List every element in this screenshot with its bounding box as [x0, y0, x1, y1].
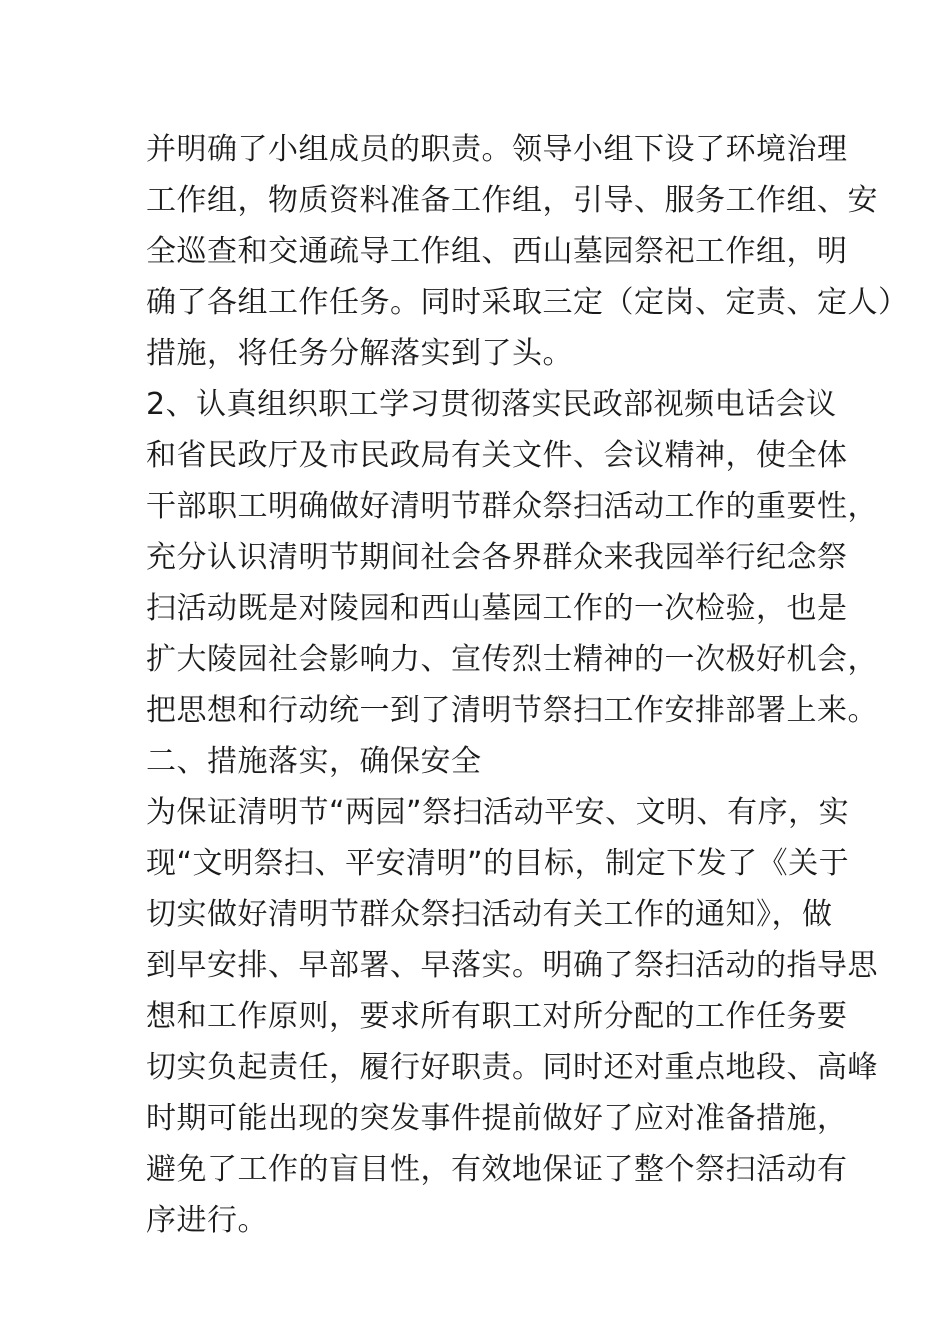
text-line: 序进行。 [146, 1203, 268, 1238]
text-line: 避免了工作的盲目性，有效地保证了整个祭扫活动有 [146, 1152, 848, 1187]
text-line: 扫活动既是对陵园和西山墓园工作的一次检验，也是 [146, 591, 848, 626]
text-line: 到早安排、早部署、早落实。明确了祭扫活动的指导思 [146, 948, 878, 983]
text-line: 干部职工明确做好清明节群众祭扫活动工作的重要性， [146, 489, 878, 524]
text-line: 全巡查和交通疏导工作组、西山墓园祭祀工作组，明 [146, 234, 848, 269]
text-line: 想和工作原则，要求所有职工对所分配的工作任务要 [146, 999, 848, 1034]
list-item-heading: 2、认真组织职工学习贯彻落实民政部视频电话会议 [146, 387, 837, 422]
text-line: 扩大陵园社会影响力、宣传烈士精神的一次极好机会， [146, 642, 878, 677]
text-line: 并明确了小组成员的职责。领导小组下设了环境治理 [146, 132, 848, 167]
section-heading: 二、措施落实，确保安全 [146, 744, 482, 779]
text-line: 切实做好清明节群众祭扫活动有关工作的通知》，做 [146, 897, 833, 932]
text-line: 现“文明祭扫、平安清明”的目标，制定下发了《关于 [146, 846, 850, 881]
text-line: 时期可能出现的突发事件提前做好了应对准备措施， [146, 1101, 848, 1136]
text-line: 工作组，物质资料准备工作组，引导、服务工作组、安 [146, 183, 878, 218]
text-line: 和省民政厅及市民政局有关文件、会议精神，使全体 [146, 438, 848, 473]
text-line: 把思想和行动统一到了清明节祭扫工作安排部署上来。 [146, 693, 878, 728]
text-line: 确了各组工作任务。同时采取三定（定岗、定责、定人） [146, 285, 909, 320]
text-line: 充分认识清明节期间社会各界群众来我园举行纪念祭 [146, 540, 848, 575]
text-line: 措施，将任务分解落实到了头。 [146, 336, 573, 371]
text-line: 为保证清明节“两园”祭扫活动平安、文明、有序，实 [146, 795, 850, 830]
text-line: 切实负起责任，履行好职责。同时还对重点地段、高峰 [146, 1050, 878, 1085]
